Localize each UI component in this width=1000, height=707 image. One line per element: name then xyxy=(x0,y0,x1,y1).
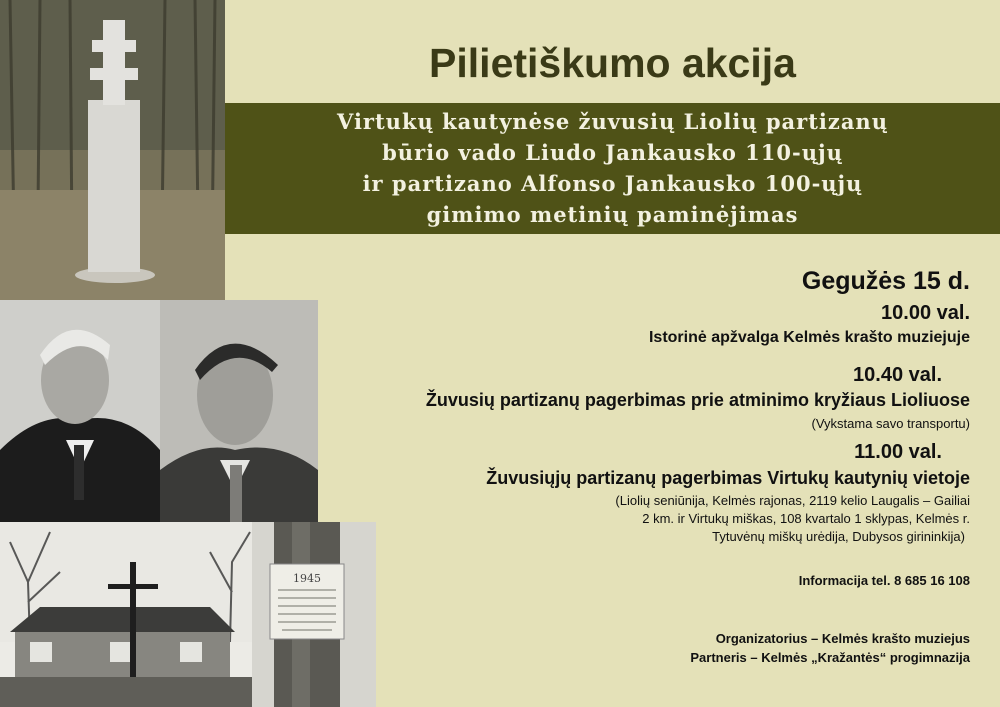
event-2-time: 10.40 val. xyxy=(853,364,942,386)
house-cross-photo xyxy=(0,522,252,707)
contact-info: Informacija tel. 8 685 16 108 xyxy=(798,573,970,588)
event-3-note-2: 2 km. ir Virtukų miškas, 108 kvartalo 1 sklypas, Kelmės r. xyxy=(642,511,970,526)
event-3-note-3: Tytuvėnų miškų urėdija, Dubysos girininkija) xyxy=(712,529,965,544)
banner-line-3: ir partizano Alfonso Jankausko 100-ųjų xyxy=(362,171,863,196)
partner-text: Partneris – Kelmės „Kražantės“ progimnazija xyxy=(690,650,970,665)
organizer-text: Organizatorius – Kelmės krašto muziejus xyxy=(715,631,970,646)
plaque-year: 1945 xyxy=(293,572,321,585)
event-1-time: 10.00 val. xyxy=(881,302,970,324)
event-2-note: (Vykstama savo transportu) xyxy=(811,416,970,431)
partisans-portraits-photo xyxy=(0,300,318,522)
event-date: Gegužės 15 d. xyxy=(801,267,970,295)
event-3-time: 11.00 val. xyxy=(854,441,942,463)
banner-line-1: Virtukų kautynėse žuvusių Liolių partizanų xyxy=(337,109,888,134)
event-3-desc: Žuvusiųjų partizanų pagerbimas Virtukų kautynių vietoje xyxy=(486,468,970,488)
memorial-cross-photo xyxy=(0,0,225,300)
page-title: Pilietiškumo akcija xyxy=(429,40,796,86)
event-3-note-1: (Liolių seniūnija, Kelmės rajonas, 2119 kelio Laugalis – Gailiai xyxy=(615,493,970,508)
event-2-desc: Žuvusių partizanų pagerbimas prie atminimo kryžiaus Lioliuose xyxy=(425,390,970,410)
event-banner xyxy=(225,103,1000,234)
banner-line-4: gimimo metinių paminėjimas xyxy=(426,202,799,227)
banner-line-2: būrio vado Liudo Jankausko 110-ųjų xyxy=(382,140,843,165)
event-1-desc: Istorinė apžvalga Kelmės krašto muziejuje xyxy=(648,329,970,346)
memorial-plaque-photo xyxy=(252,522,376,707)
